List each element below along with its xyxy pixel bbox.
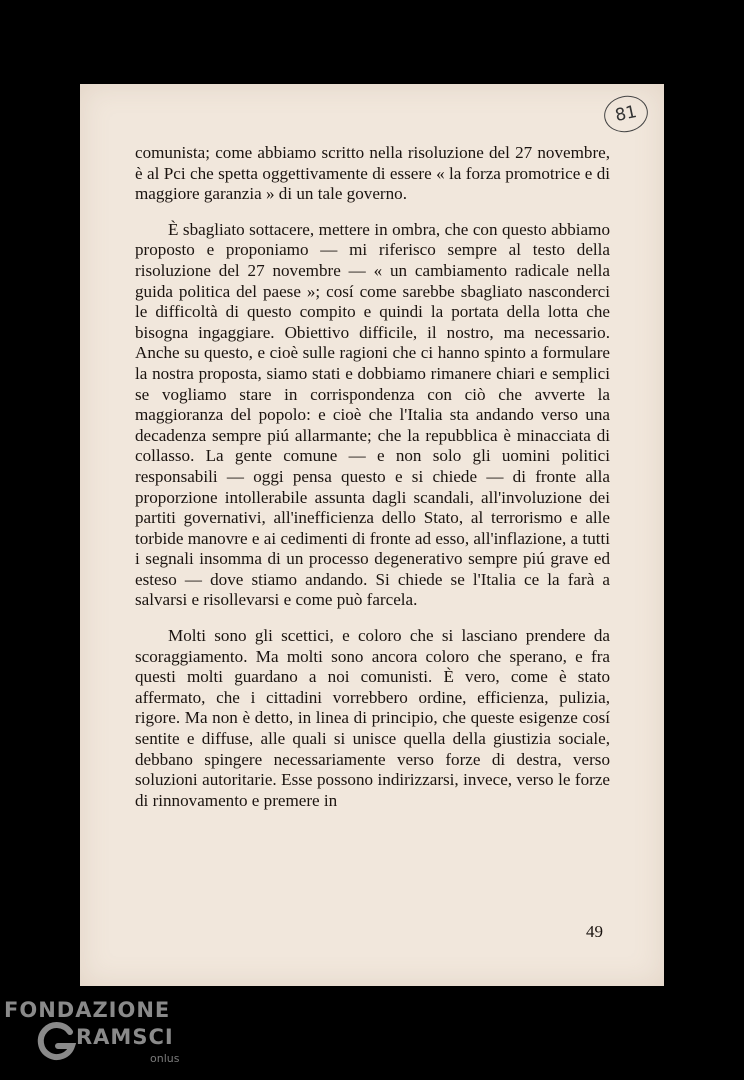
paragraph-3: Molti sono gli scettici, e coloro che si lasciano prendere da scoraggiamento. Ma molti sono ancora coloro che sperano, e fra questi molti guardano a noi comunisti. È vero, come è stato affermato, che i cittadini vorrebbero ordine, efficienza, pulizia, rigore. Ma non è detto, in linea di principio, che queste esigenze cosí sentite e diffuse, alle quali si unisce quella della giustizia sociale, debbano spingere necessariamente verso forze di destra, verso soluzioni autoritarie. Esse possono indirizzarsi, invece, verso le forze di rinnovamento e premere in [135, 626, 610, 810]
scanned-page [80, 84, 664, 986]
logo-text-gramsci: RAMSCI [76, 1025, 174, 1049]
page-number: 49 [586, 922, 603, 941]
logo-text-onlus: onlus [150, 1052, 180, 1065]
logo-g-icon [34, 1020, 78, 1064]
logo-text-fondazione: FONDAZIONE [4, 998, 171, 1022]
paragraph-1: comunista; come abbiamo scritto nella risoluzione del 27 novembre, è al Pci che spetta oggettivamente di essere « la forza promotrice e di maggiore garanzia » di un tale governo. [135, 143, 610, 204]
body-text [135, 143, 610, 811]
fondazione-gramsci-logo [4, 998, 204, 1078]
paragraph-2: È sbagliato sottacere, mettere in ombra, che con questo abbiamo proposto e proponiamo — mi riferisco sempre al testo della risoluzione del 27 novembre — « un cambiamento radicale nella guida politica del paese »; cosí come sarebbe sbagliato nasconderci le difficoltà di questo compito e quindi la portata della lotta che bisogna ingaggiare. Obiettivo difficile, il nostro, ma necessario. Anche su questo, e cioè sulle ragioni che ci hanno spinto a formulare la nostra proposta, siamo stati e dobbiamo rimanere chiari e semplici se vogliamo stare in corrispondenza con ciò che avverte la maggioranza del popolo: e cioè che l'Italia sta andando verso una decadenza sempre piú allarmante; che la repubblica è minacciata di collasso. La gente comune — e non solo gli uomini politici responsabili — oggi pensa questo e si chiede — di fronte alla proporzione intollerabile assunta dagli scandali, all'involuzione dei partiti governativi, all'inefficienza dello Stato, al terrorismo e alle torbide manovre e ai cedimenti di fronte ad esso, all'inflazione, a tutti i segnali insomma di un processo degenerativo sempre piú grave ed esteso — dove stiamo andando. Si chiede se l'Italia ce la farà a salvarsi e risollevarsi e come può farcela. [135, 219, 610, 610]
archive-stamp: 81 [601, 92, 652, 136]
